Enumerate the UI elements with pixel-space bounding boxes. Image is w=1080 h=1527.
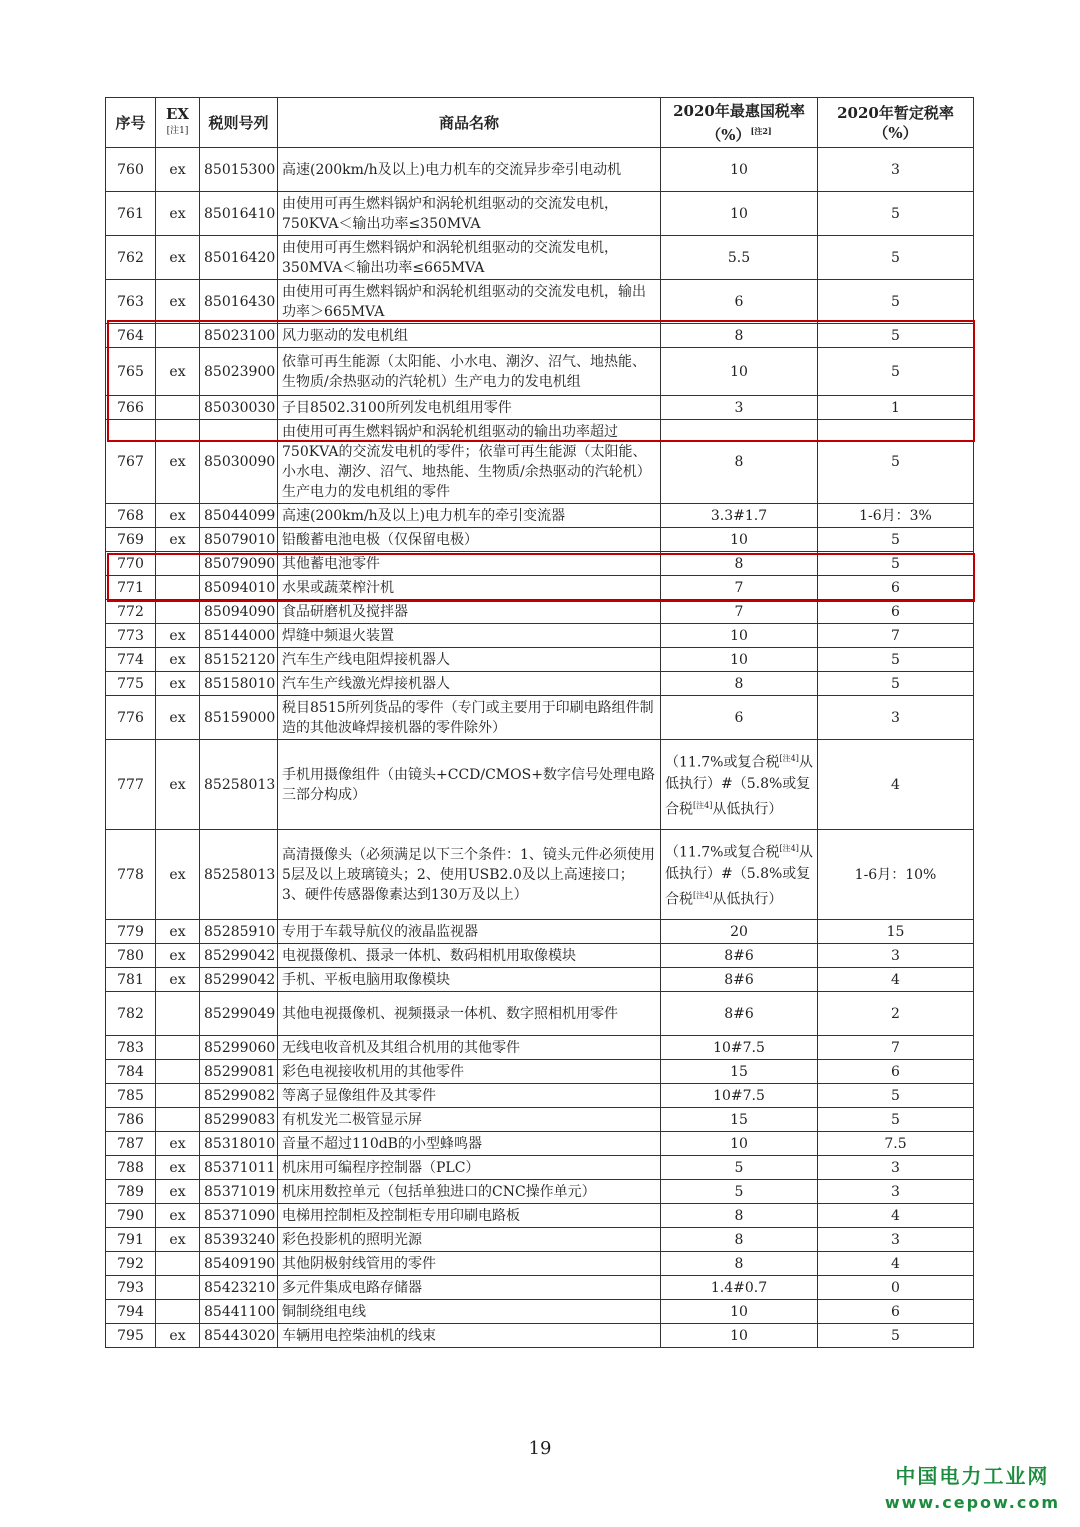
cell-code: 85079010	[200, 528, 278, 552]
cell-mfn: 10	[661, 528, 818, 552]
table-row	[106, 920, 974, 944]
cell-no: 792	[106, 1252, 156, 1276]
cell-name: 高速(200km/h及以上)电力机车的交流异步牵引电动机	[278, 148, 661, 192]
cell-name: 汽车生产线电阻焊接机器人	[278, 648, 661, 672]
table-row	[106, 1204, 974, 1228]
header-mfn	[661, 98, 818, 148]
table-row	[106, 1228, 974, 1252]
cell-code: 85258013	[200, 830, 278, 920]
cell-name: 焊缝中频退火装置	[278, 624, 661, 648]
cell-ex: ex	[156, 148, 200, 192]
cell-ex	[156, 576, 200, 600]
cell-mfn: 10	[661, 192, 818, 236]
cell-name: 其他阴极射线管用的零件	[278, 1252, 661, 1276]
cell-code: 85158010	[200, 672, 278, 696]
cell-name: 彩色电视接收机用的其他零件	[278, 1060, 661, 1084]
cell-mfn: 8	[661, 324, 818, 348]
table-row	[106, 280, 974, 324]
cell-ex: ex	[156, 504, 200, 528]
cell-code: 85393240	[200, 1228, 278, 1252]
cell-code: 85285910	[200, 920, 278, 944]
cell-interim: 5	[818, 420, 974, 504]
cell-no: 762	[106, 236, 156, 280]
cell-code: 85030090	[200, 420, 278, 504]
note-ref: [注4]	[779, 754, 799, 764]
cell-name: 汽车生产线激光焊接机器人	[278, 672, 661, 696]
cell-name: 子目8502.3100所列发电机组用零件	[278, 396, 661, 420]
cell-interim: 7	[818, 624, 974, 648]
cell-name: 由使用可再生燃料锅炉和涡轮机组驱动的交流发电机，输出功率＞665MVA	[278, 280, 661, 324]
cell-no: 778	[106, 830, 156, 920]
cell-mfn: 7	[661, 600, 818, 624]
table-row	[106, 552, 974, 576]
cell-mfn: 10	[661, 348, 818, 396]
cell-interim: 5	[818, 324, 974, 348]
cell-no: 783	[106, 1036, 156, 1060]
table-row	[106, 648, 974, 672]
cell-code: 85015300	[200, 148, 278, 192]
header-name: 商品名称	[278, 98, 661, 148]
cell-mfn: 5	[661, 1156, 818, 1180]
cell-mfn	[661, 830, 818, 920]
cell-ex: ex	[156, 280, 200, 324]
cell-interim: 7.5	[818, 1132, 974, 1156]
cell-code: 85371011	[200, 1156, 278, 1180]
cell-code: 85371090	[200, 1204, 278, 1228]
cell-interim: 4	[818, 1252, 974, 1276]
cell-mfn: 20	[661, 920, 818, 944]
cell-interim: 5	[818, 1108, 974, 1132]
cell-mfn: 10	[661, 648, 818, 672]
table-row	[106, 944, 974, 968]
cell-name: 由使用可再生燃料锅炉和涡轮机组驱动的输出功率超过750KVA的交流发电机的零件；依靠可再生能源（太阳能、小水电、潮汐、沼气、地热能、生物质/余热驱动的汽轮机）生产电力的发电机组的零件	[278, 420, 661, 504]
cell-name: 由使用可再生燃料锅炉和涡轮机组驱动的交流发电机，350MVA＜输出功率≤665MVA	[278, 236, 661, 280]
tariff-table	[105, 97, 974, 1348]
cell-mfn: 6	[661, 280, 818, 324]
cell-ex: ex	[156, 672, 200, 696]
cell-name: 彩色投影机的照明光源	[278, 1228, 661, 1252]
cell-no: 773	[106, 624, 156, 648]
cell-ex	[156, 1036, 200, 1060]
cell-name: 依靠可再生能源（太阳能、小水电、潮汐、沼气、地热能、生物质/余热驱动的汽轮机）生产电力的发电机组	[278, 348, 661, 396]
table-row	[106, 148, 974, 192]
table-row	[106, 968, 974, 992]
table-row	[106, 528, 974, 552]
cell-ex	[156, 396, 200, 420]
cell-mfn: 3.3#1.7	[661, 504, 818, 528]
cell-mfn: 8	[661, 552, 818, 576]
cell-interim: 5	[818, 648, 974, 672]
cell-interim: 15	[818, 920, 974, 944]
cell-no: 782	[106, 992, 156, 1036]
cell-ex: ex	[156, 528, 200, 552]
cell-no: 780	[106, 944, 156, 968]
cell-code: 85030030	[200, 396, 278, 420]
mfn-text: 从低执行）#（5.8%或复合税	[665, 845, 813, 908]
header-code: 税则号列	[200, 98, 278, 148]
cell-no: 779	[106, 920, 156, 944]
cell-mfn: 10#7.5	[661, 1084, 818, 1108]
page-number: 19	[528, 1438, 552, 1459]
cell-no: 790	[106, 1204, 156, 1228]
cell-name: 车辆用电控柴油机的线束	[278, 1324, 661, 1348]
cell-name: 铅酸蓄电池电极（仅保留电极）	[278, 528, 661, 552]
cell-mfn: 10	[661, 148, 818, 192]
cell-mfn: 10#7.5	[661, 1036, 818, 1060]
cell-no: 793	[106, 1276, 156, 1300]
table-row	[106, 1132, 974, 1156]
table-row	[106, 672, 974, 696]
cell-mfn: 8#6	[661, 944, 818, 968]
cell-ex: ex	[156, 696, 200, 740]
cell-ex	[156, 1276, 200, 1300]
table-body	[106, 148, 974, 1348]
cell-interim: 3	[818, 1180, 974, 1204]
cell-name: 专用于车载导航仪的液晶监视器	[278, 920, 661, 944]
cell-name: 税目8515所列货品的零件（专门或主要用于印刷电路组件制造的其他波峰焊接机器的零件除外）	[278, 696, 661, 740]
cell-name: 多元件集成电路存储器	[278, 1276, 661, 1300]
cell-code: 85409190	[200, 1252, 278, 1276]
brand-url: www.cepow.com	[884, 1493, 1060, 1512]
cell-interim: 5	[818, 348, 974, 396]
cell-ex	[156, 1300, 200, 1324]
cell-ex: ex	[156, 624, 200, 648]
cell-no: 784	[106, 1060, 156, 1084]
table-row	[106, 1156, 974, 1180]
note-ref: [注4]	[693, 891, 713, 900]
cell-ex	[156, 1252, 200, 1276]
cell-code: 85318010	[200, 1132, 278, 1156]
cell-code: 85299060	[200, 1036, 278, 1060]
cell-ex: ex	[156, 740, 200, 830]
table-row	[106, 348, 974, 396]
table-row	[106, 504, 974, 528]
cell-mfn: 3	[661, 396, 818, 420]
cell-no: 760	[106, 148, 156, 192]
cell-ex: ex	[156, 348, 200, 396]
cell-ex: ex	[156, 420, 200, 504]
cell-mfn: 6	[661, 696, 818, 740]
cell-mfn: 10	[661, 1132, 818, 1156]
table-row	[106, 1036, 974, 1060]
cell-interim: 3	[818, 696, 974, 740]
cell-name: 手机、平板电脑用取像模块	[278, 968, 661, 992]
brand-title: 中国电力工业网	[895, 1464, 1050, 1488]
cell-interim: 3	[818, 944, 974, 968]
cell-ex	[156, 992, 200, 1036]
cell-ex	[156, 552, 200, 576]
cell-no: 766	[106, 396, 156, 420]
note-ref: [注4]	[693, 801, 713, 810]
cell-code: 85159000	[200, 696, 278, 740]
cell-no: 788	[106, 1156, 156, 1180]
cell-interim: 1-6月：10%	[818, 830, 974, 920]
table-header-row	[106, 98, 974, 148]
cell-code: 85258013	[200, 740, 278, 830]
table-row	[106, 1084, 974, 1108]
cell-code: 85299042	[200, 944, 278, 968]
mfn-text: 从低执行）#（5.8%或复合税	[665, 755, 813, 818]
cell-interim: 5	[818, 552, 974, 576]
cell-interim: 5	[818, 236, 974, 280]
cell-interim: 1	[818, 396, 974, 420]
cell-interim: 3	[818, 1228, 974, 1252]
cell-interim: 6	[818, 1060, 974, 1084]
cell-no: 787	[106, 1132, 156, 1156]
cell-interim: 6	[818, 600, 974, 624]
cell-code: 85023900	[200, 348, 278, 396]
cell-name: 机床用数控单元（包括单独进口的CNC操作单元）	[278, 1180, 661, 1204]
cell-ex: ex	[156, 968, 200, 992]
cell-ex: ex	[156, 192, 200, 236]
cell-no: 775	[106, 672, 156, 696]
cell-interim: 5	[818, 280, 974, 324]
cell-mfn	[661, 740, 818, 830]
cell-interim: 5	[818, 672, 974, 696]
cell-no: 772	[106, 600, 156, 624]
table-row	[106, 396, 974, 420]
cell-mfn: 8	[661, 1228, 818, 1252]
cell-mfn: 8#6	[661, 992, 818, 1036]
cell-no: 786	[106, 1108, 156, 1132]
mfn-text: 从低执行）	[712, 891, 783, 908]
table-row	[106, 1276, 974, 1300]
cell-mfn: 8	[661, 1204, 818, 1228]
cell-interim: 5	[818, 1324, 974, 1348]
cell-ex: ex	[156, 1180, 200, 1204]
header-mfn-label: 2020年最惠国税率（%）	[673, 101, 805, 144]
cell-code: 85371019	[200, 1180, 278, 1204]
cell-code: 85299049	[200, 992, 278, 1036]
cell-name: 风力驱动的发电机组	[278, 324, 661, 348]
table-row	[106, 1060, 974, 1084]
cell-mfn: 10	[661, 1324, 818, 1348]
cell-ex: ex	[156, 1156, 200, 1180]
cell-name: 水果或蔬菜榨汁机	[278, 576, 661, 600]
table-row	[106, 1180, 974, 1204]
cell-no: 769	[106, 528, 156, 552]
cell-mfn: 8	[661, 672, 818, 696]
cell-no: 785	[106, 1084, 156, 1108]
table-row	[106, 420, 974, 504]
cell-interim: 5	[818, 528, 974, 552]
cell-code: 85152120	[200, 648, 278, 672]
cell-ex: ex	[156, 1204, 200, 1228]
table-row	[106, 1252, 974, 1276]
cell-name: 由使用可再生燃料锅炉和涡轮机组驱动的交流发电机，750KVA＜输出功率≤350MVA	[278, 192, 661, 236]
cell-code: 85299042	[200, 968, 278, 992]
cell-code: 85016430	[200, 280, 278, 324]
cell-mfn: 5.5	[661, 236, 818, 280]
cell-mfn: 5	[661, 1180, 818, 1204]
cell-code: 85299083	[200, 1108, 278, 1132]
cell-ex	[156, 600, 200, 624]
cell-mfn: 1.4#0.7	[661, 1276, 818, 1300]
cell-no: 770	[106, 552, 156, 576]
cell-no: 794	[106, 1300, 156, 1324]
table-row	[106, 696, 974, 740]
cell-name: 电视摄像机、摄录一体机、数码相机用取像模块	[278, 944, 661, 968]
cell-mfn: 15	[661, 1108, 818, 1132]
header-ex-label: EX	[165, 105, 190, 123]
cell-name: 电梯用控制柜及控制柜专用印刷电路板	[278, 1204, 661, 1228]
cell-interim: 0	[818, 1276, 974, 1300]
cell-no: 789	[106, 1180, 156, 1204]
table-row	[106, 236, 974, 280]
cell-name: 等离子显像组件及其零件	[278, 1084, 661, 1108]
header-interim: 2020年暂定税率（%）	[818, 98, 974, 148]
cell-no: 771	[106, 576, 156, 600]
cell-name: 高清摄像头（必须满足以下三个条件：1、镜头元件必须使用5层及以上玻璃镜头；2、使用USB2.0及以上高速接口；3、硬件传感器像素达到130万及以上）	[278, 830, 661, 920]
cell-no: 761	[106, 192, 156, 236]
cell-name: 铜制绕组电线	[278, 1300, 661, 1324]
cell-code: 85044099	[200, 504, 278, 528]
cell-mfn: 7	[661, 576, 818, 600]
mfn-text: 从低执行）	[712, 801, 783, 818]
cell-code: 85441100	[200, 1300, 278, 1324]
cell-ex	[156, 1060, 200, 1084]
cell-name: 高速(200km/h及以上)电力机车的牵引变流器	[278, 504, 661, 528]
cell-no: 781	[106, 968, 156, 992]
table-row	[106, 624, 974, 648]
cell-name: 机床用可编程序控制器（PLC）	[278, 1156, 661, 1180]
cell-ex: ex	[156, 944, 200, 968]
cell-code: 85094010	[200, 576, 278, 600]
cell-interim: 6	[818, 1300, 974, 1324]
cell-interim: 4	[818, 1204, 974, 1228]
cell-interim: 2	[818, 992, 974, 1036]
header-no: 序号	[106, 98, 156, 148]
cell-no: 795	[106, 1324, 156, 1348]
cell-ex: ex	[156, 1324, 200, 1348]
cell-no: 774	[106, 648, 156, 672]
cell-name: 其他蓄电池零件	[278, 552, 661, 576]
cell-interim: 6	[818, 576, 974, 600]
cell-name: 音量不超过110dB的小型蜂鸣器	[278, 1132, 661, 1156]
cell-interim: 5	[818, 1084, 974, 1108]
cell-no: 768	[106, 504, 156, 528]
cell-name: 其他电视摄像机、视频摄录一体机、数字照相机用零件	[278, 992, 661, 1036]
cell-ex: ex	[156, 1132, 200, 1156]
cell-ex: ex	[156, 236, 200, 280]
cell-interim: 4	[818, 740, 974, 830]
table-row	[106, 1108, 974, 1132]
cell-no: 767	[106, 420, 156, 504]
cell-ex: ex	[156, 648, 200, 672]
table-row	[106, 1324, 974, 1348]
cell-code: 85299081	[200, 1060, 278, 1084]
cell-interim: 1-6月：3%	[818, 504, 974, 528]
cell-code: 85443020	[200, 1324, 278, 1348]
cell-ex	[156, 1084, 200, 1108]
cell-code: 85423210	[200, 1276, 278, 1300]
table-row	[106, 324, 974, 348]
cell-ex	[156, 1108, 200, 1132]
cell-no: 764	[106, 324, 156, 348]
cell-name: 无线电收音机及其组合机用的其他零件	[278, 1036, 661, 1060]
cell-code: 85079090	[200, 552, 278, 576]
cell-mfn: 15	[661, 1060, 818, 1084]
table-row	[106, 600, 974, 624]
cell-code: 85016420	[200, 236, 278, 280]
cell-mfn: 10	[661, 1300, 818, 1324]
cell-code: 85016410	[200, 192, 278, 236]
cell-no: 763	[106, 280, 156, 324]
cell-name: 食品研磨机及搅拌器	[278, 600, 661, 624]
cell-code: 85299082	[200, 1084, 278, 1108]
cell-interim: 3	[818, 148, 974, 192]
cell-no: 777	[106, 740, 156, 830]
cell-code: 85144000	[200, 624, 278, 648]
note-ref: [注4]	[779, 844, 799, 854]
cell-no: 776	[106, 696, 156, 740]
cell-ex	[156, 324, 200, 348]
cell-mfn: 10	[661, 624, 818, 648]
table-row	[106, 740, 974, 830]
mfn-text: （11.7%或复合税	[665, 755, 780, 771]
table-row	[106, 992, 974, 1036]
cell-ex: ex	[156, 1228, 200, 1252]
cell-code: 85023100	[200, 324, 278, 348]
cell-ex: ex	[156, 830, 200, 920]
cell-ex: ex	[156, 920, 200, 944]
cell-name: 手机用摄像组件（由镜头+CCD/CMOS+数字信号处理电路三部分构成）	[278, 740, 661, 830]
cell-interim: 4	[818, 968, 974, 992]
cell-no: 765	[106, 348, 156, 396]
cell-mfn: 8	[661, 420, 818, 504]
mfn-text: （11.7%或复合税	[665, 845, 780, 861]
cell-name: 有机发光二极管显示屏	[278, 1108, 661, 1132]
table-row	[106, 830, 974, 920]
cell-interim: 3	[818, 1156, 974, 1180]
cell-code: 85094090	[200, 600, 278, 624]
table-row	[106, 1300, 974, 1324]
header-ex	[156, 98, 200, 148]
cell-no: 791	[106, 1228, 156, 1252]
header-mfn-note: [注2]	[750, 125, 772, 136]
cell-mfn: 8#6	[661, 968, 818, 992]
cell-interim: 5	[818, 192, 974, 236]
cell-mfn: 8	[661, 1252, 818, 1276]
cell-interim: 7	[818, 1036, 974, 1060]
brand-watermark	[885, 1460, 1060, 1512]
table-row	[106, 192, 974, 236]
table-row	[106, 576, 974, 600]
header-ex-note: [注1]	[166, 126, 189, 136]
